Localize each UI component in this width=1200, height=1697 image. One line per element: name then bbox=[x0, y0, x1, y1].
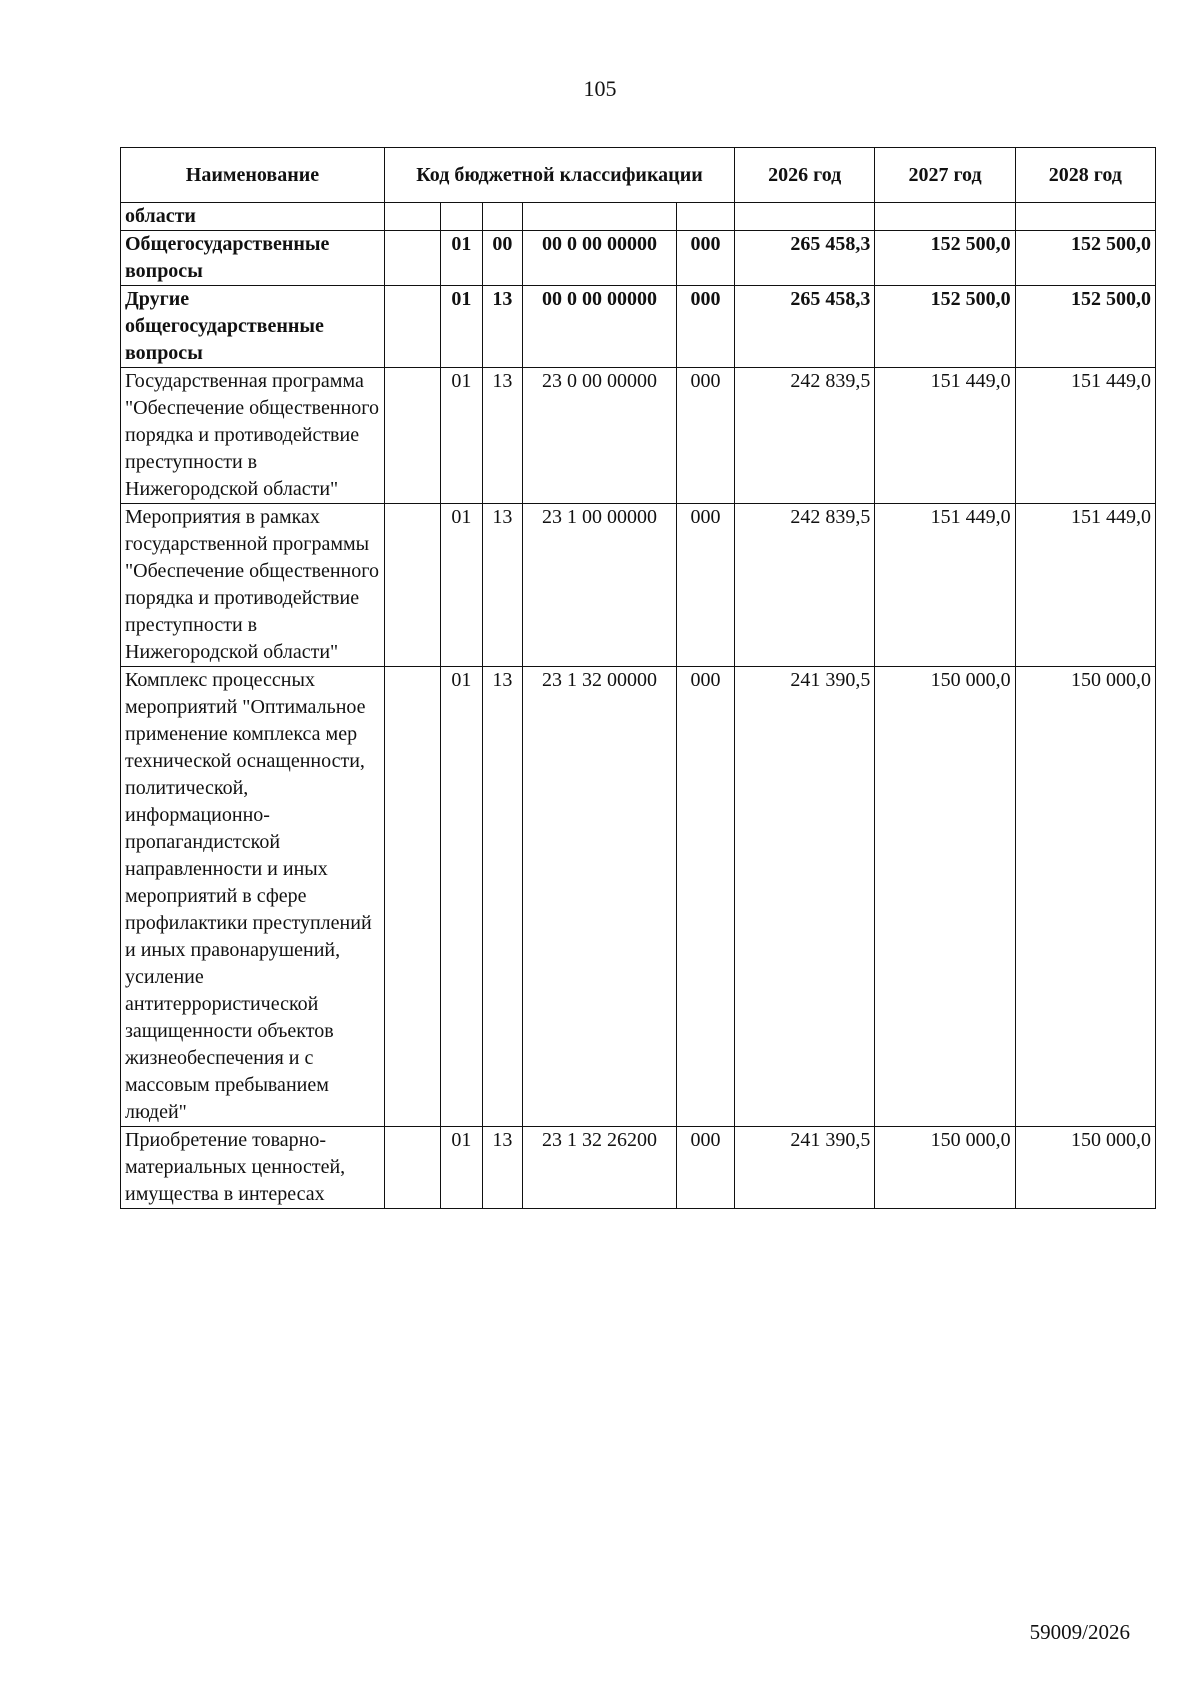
row-value-2026: 265 458,3 bbox=[735, 286, 875, 368]
row-empty bbox=[384, 286, 440, 368]
row-empty bbox=[384, 504, 440, 667]
row-value-2026: 241 390,5 bbox=[735, 667, 875, 1127]
empty-cell bbox=[735, 203, 875, 231]
row-subsection-code: 00 bbox=[482, 231, 523, 286]
header-2026: 2026 год bbox=[735, 148, 875, 203]
row-value-2026: 242 839,5 bbox=[735, 504, 875, 667]
header-name: Наименование bbox=[121, 148, 385, 203]
row-expense-type-code: 000 bbox=[676, 231, 734, 286]
empty-cell bbox=[441, 203, 483, 231]
row-value-2028: 152 500,0 bbox=[1015, 286, 1155, 368]
row-value-2026: 241 390,5 bbox=[735, 1127, 875, 1209]
empty-cell bbox=[523, 203, 677, 231]
empty-cell bbox=[875, 203, 1015, 231]
row-expense-type-code: 000 bbox=[676, 1127, 734, 1209]
row-section-code: 01 bbox=[441, 1127, 483, 1209]
row-value-2026: 265 458,3 bbox=[735, 231, 875, 286]
row-target-code: 23 1 32 00000 bbox=[523, 667, 677, 1127]
row-expense-type-code: 000 bbox=[676, 504, 734, 667]
row-value-2027: 151 449,0 bbox=[875, 368, 1015, 504]
row-subsection-code: 13 bbox=[482, 286, 523, 368]
header-2027: 2027 год bbox=[875, 148, 1015, 203]
table-row bbox=[121, 1127, 1156, 1209]
continuation-row bbox=[121, 203, 1156, 231]
row-name: Комплекс процессных мероприятий "Оптимальное применение комплекса мер технической оснащенности, политической, информационно-пропагандистской направленности и иных мероприятий в сфере профилактики преступлений и иных правонарушений, усиление антитеррористической защищенности объектов жизнеобеспечения и с массовым пребыванием людей" bbox=[121, 667, 385, 1127]
header-2028: 2028 год bbox=[1015, 148, 1155, 203]
row-section-code: 01 bbox=[441, 286, 483, 368]
row-value-2028: 150 000,0 bbox=[1015, 1127, 1155, 1209]
row-subsection-code: 13 bbox=[482, 504, 523, 667]
table-row bbox=[121, 667, 1156, 1127]
row-target-code: 00 0 00 00000 bbox=[523, 231, 677, 286]
row-value-2028: 151 449,0 bbox=[1015, 368, 1155, 504]
empty-cell bbox=[482, 203, 523, 231]
document-code: 59009/2026 bbox=[1029, 1620, 1130, 1644]
empty-cell bbox=[676, 203, 734, 231]
budget-table bbox=[120, 147, 1156, 1209]
header-code: Код бюджетной классификации bbox=[384, 148, 734, 203]
row-subsection-code: 13 bbox=[482, 1127, 523, 1209]
row-value-2027: 152 500,0 bbox=[875, 231, 1015, 286]
table-row bbox=[121, 231, 1156, 286]
row-expense-type-code: 000 bbox=[676, 667, 734, 1127]
table-header-row bbox=[121, 148, 1156, 203]
row-value-2028: 152 500,0 bbox=[1015, 231, 1155, 286]
page-number: 105 bbox=[583, 76, 617, 101]
row-value-2028: 151 449,0 bbox=[1015, 504, 1155, 667]
row-value-2027: 151 449,0 bbox=[875, 504, 1015, 667]
row-target-code: 23 1 32 26200 bbox=[523, 1127, 677, 1209]
row-subsection-code: 13 bbox=[482, 667, 523, 1127]
empty-cell bbox=[384, 203, 440, 231]
row-name: Другие общегосударственные вопросы bbox=[121, 286, 385, 368]
row-section-code: 01 bbox=[441, 504, 483, 667]
row-target-code: 23 1 00 00000 bbox=[523, 504, 677, 667]
row-empty bbox=[384, 667, 440, 1127]
row-section-code: 01 bbox=[441, 368, 483, 504]
continuation-name: области bbox=[121, 203, 385, 231]
row-expense-type-code: 000 bbox=[676, 286, 734, 368]
table-row bbox=[121, 504, 1156, 667]
row-name: Приобретение товарно-материальных ценностей, имущества в интересах bbox=[121, 1127, 385, 1209]
table-row bbox=[121, 368, 1156, 504]
row-empty bbox=[384, 231, 440, 286]
row-target-code: 23 0 00 00000 bbox=[523, 368, 677, 504]
row-value-2026: 242 839,5 bbox=[735, 368, 875, 504]
row-name: Общегосударственные вопросы bbox=[121, 231, 385, 286]
row-empty bbox=[384, 1127, 440, 1209]
table-row bbox=[121, 286, 1156, 368]
row-empty bbox=[384, 368, 440, 504]
empty-cell bbox=[1015, 203, 1155, 231]
row-name: Мероприятия в рамках государственной программы "Обеспечение общественного порядка и противодействие преступности в Нижегородской области" bbox=[121, 504, 385, 667]
row-value-2028: 150 000,0 bbox=[1015, 667, 1155, 1127]
row-name: Государственная программа "Обеспечение общественного порядка и противодействие преступности в Нижегородской области" bbox=[121, 368, 385, 504]
row-value-2027: 152 500,0 bbox=[875, 286, 1015, 368]
row-subsection-code: 13 bbox=[482, 368, 523, 504]
row-value-2027: 150 000,0 bbox=[875, 1127, 1015, 1209]
row-value-2027: 150 000,0 bbox=[875, 667, 1015, 1127]
row-section-code: 01 bbox=[441, 231, 483, 286]
row-expense-type-code: 000 bbox=[676, 368, 734, 504]
row-section-code: 01 bbox=[441, 667, 483, 1127]
row-target-code: 00 0 00 00000 bbox=[523, 286, 677, 368]
